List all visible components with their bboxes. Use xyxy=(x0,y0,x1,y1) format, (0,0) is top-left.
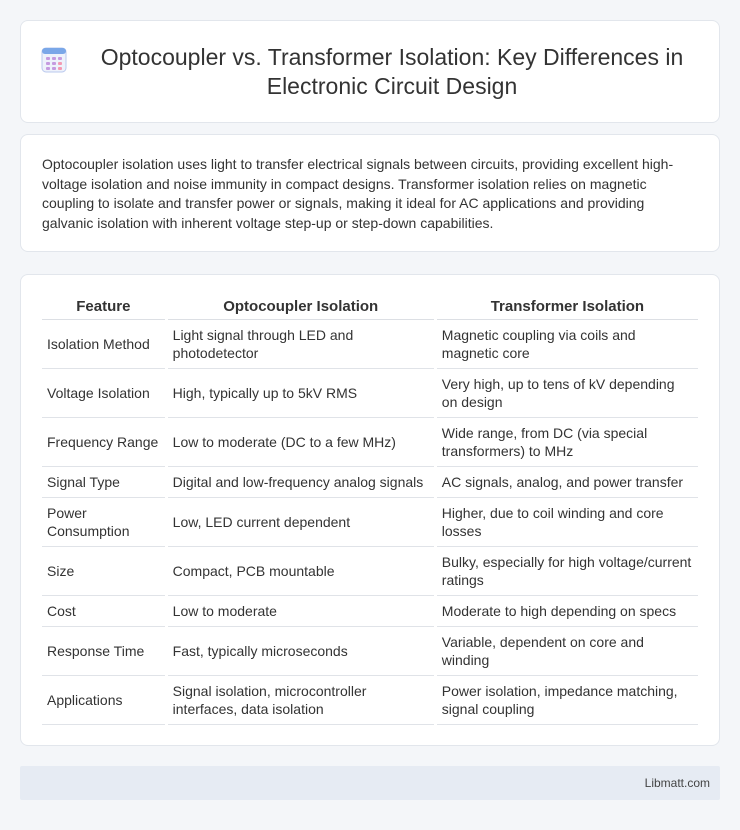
transformer-cell: Higher, due to coil winding and core losses xyxy=(437,498,698,547)
table-row xyxy=(42,627,698,676)
header-feature: Feature xyxy=(42,295,165,320)
page-title: Optocoupler vs. Transformer Isolation: Key Differences in Electronic Circuit Design xyxy=(100,43,684,99)
optocoupler-cell: Low to moderate xyxy=(168,596,434,627)
table-row xyxy=(42,369,698,418)
header-optocoupler: Optocoupler Isolation xyxy=(168,295,434,320)
title-card xyxy=(20,20,720,123)
optocoupler-cell: Light signal through LED and photodetector xyxy=(168,320,434,369)
comparison-table xyxy=(39,295,701,725)
feature-cell: Applications xyxy=(42,676,165,725)
table-row xyxy=(42,498,698,547)
transformer-cell: Power isolation, impedance matching, signal coupling xyxy=(437,676,698,725)
optocoupler-cell: Digital and low-frequency analog signals xyxy=(168,467,434,498)
table-row xyxy=(42,596,698,627)
transformer-cell: AC signals, analog, and power transfer xyxy=(437,467,698,498)
feature-cell: Cost xyxy=(42,596,165,627)
optocoupler-cell: Signal isolation, microcontroller interfaces, data isolation xyxy=(168,676,434,725)
table-row xyxy=(42,676,698,725)
table-row xyxy=(42,547,698,596)
transformer-cell: Magnetic coupling via coils and magnetic core xyxy=(437,320,698,369)
feature-cell: Response Time xyxy=(42,627,165,676)
feature-cell: Frequency Range xyxy=(42,418,165,467)
footer-bar xyxy=(20,766,720,800)
transformer-cell: Variable, dependent on core and winding xyxy=(437,627,698,676)
feature-cell: Signal Type xyxy=(42,467,165,498)
calculator-grid-icon xyxy=(41,47,67,73)
transformer-cell: Bulky, especially for high voltage/current ratings xyxy=(437,547,698,596)
optocoupler-cell: Fast, typically microseconds xyxy=(168,627,434,676)
transformer-cell: Moderate to high depending on specs xyxy=(437,596,698,627)
feature-cell: Isolation Method xyxy=(42,320,165,369)
optocoupler-cell: Low to moderate (DC to a few MHz) xyxy=(168,418,434,467)
feature-cell: Voltage Isolation xyxy=(42,369,165,418)
comparison-table-card xyxy=(20,274,720,746)
optocoupler-cell: Compact, PCB mountable xyxy=(168,547,434,596)
footer-site-link[interactable]: Libmatt.com xyxy=(644,776,710,790)
intro-card xyxy=(20,134,720,252)
intro-paragraph: Optocoupler isolation uses light to transfer electrical signals between circuits, providing excellent high-voltage isolation and noise immunity in compact designs. Transformer isolation relies on magnetic coupling to isolate and transfer power or signals, making it ideal for AC applications and providing galvanic isolation with inherent voltage step-up or step-down capabilities. xyxy=(42,156,674,231)
table-header-row xyxy=(42,295,698,320)
transformer-cell: Very high, up to tens of kV depending on design xyxy=(437,369,698,418)
optocoupler-cell: Low, LED current dependent xyxy=(168,498,434,547)
header-transformer: Transformer Isolation xyxy=(437,295,698,320)
optocoupler-cell: High, typically up to 5kV RMS xyxy=(168,369,434,418)
title-wrap xyxy=(21,43,719,101)
feature-cell: Size xyxy=(42,547,165,596)
table-row xyxy=(42,467,698,498)
feature-cell: Power Consumption xyxy=(42,498,165,547)
transformer-cell: Wide range, from DC (via special transformers) to MHz xyxy=(437,418,698,467)
table-row xyxy=(42,320,698,369)
table-row xyxy=(42,418,698,467)
